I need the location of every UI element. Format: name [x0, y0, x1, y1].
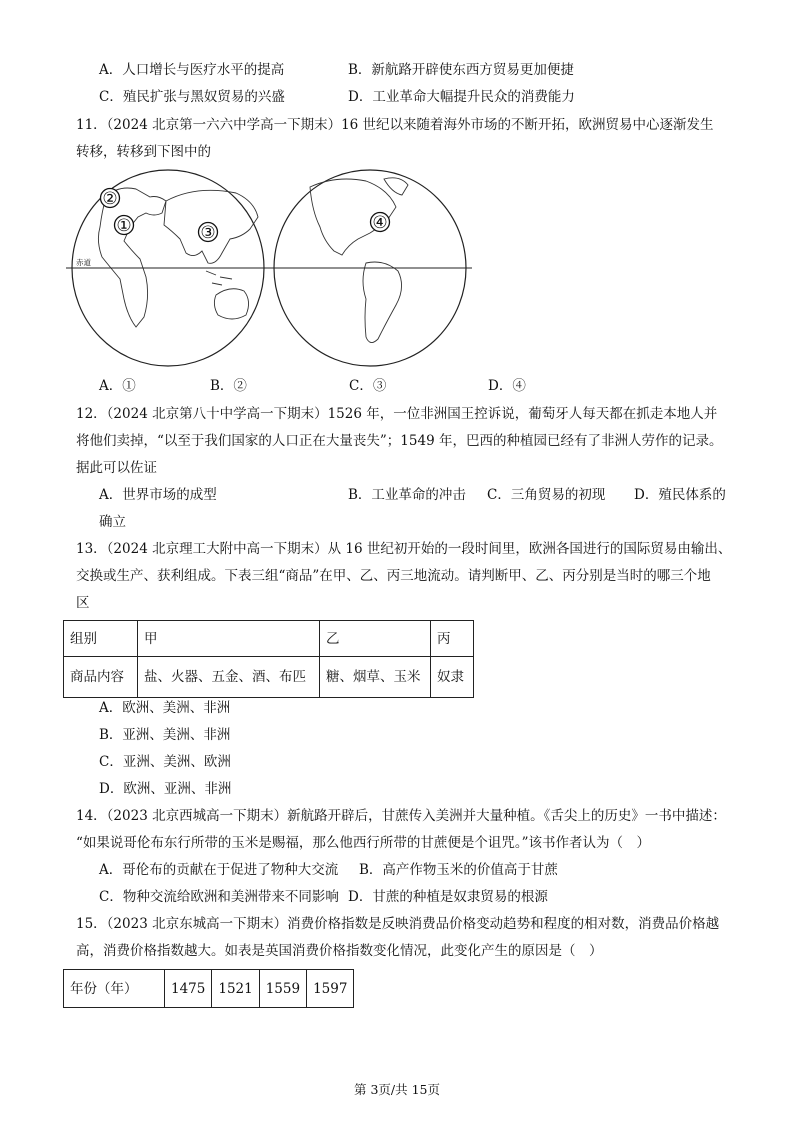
q13-stem-line1: 13．（2024 北京理工大附中高一下期末）从 16 世纪初开始的一段时间里，欧洲各国进行的国际贸易由输出、 — [76, 541, 732, 557]
prev-option-c[interactable]: C．殖民扩张与黑奴贸易的兴盛 — [99, 89, 285, 105]
map-marker-1[interactable]: ① — [116, 216, 132, 236]
prev-option-b[interactable]: B．新航路开辟使东西方贸易更加便捷 — [348, 62, 574, 78]
map-marker-2[interactable]: ② — [102, 189, 118, 209]
table-row — [64, 621, 474, 657]
table-cell: 1475 — [165, 970, 212, 1008]
table-cell: 1597 — [307, 970, 354, 1008]
q13-stem-line3: 区 — [76, 595, 90, 611]
prev-option-d[interactable]: D．工业革命大幅提升民众的消费能力 — [348, 89, 575, 105]
map-marker-3[interactable]: ③ — [200, 223, 216, 243]
q12-option-d[interactable]: D．殖民体系的 — [634, 487, 726, 503]
page-footer: 第 3页/共 15页 — [353, 1082, 441, 1097]
q15-cpi-table — [63, 969, 354, 1008]
table-cell: 奴隶 — [431, 657, 474, 698]
q14-option-a[interactable]: A．哥伦布的贡献在于促进了物种大交流 — [99, 862, 339, 878]
q13-goods-table — [63, 620, 474, 698]
q13-option-b[interactable]: B．亚洲、美洲、非洲 — [99, 727, 231, 743]
q14-option-d[interactable]: D．甘蔗的种植是奴隶贸易的根源 — [348, 889, 548, 905]
q12-stem-line3: 据此可以佐证 — [76, 460, 157, 476]
q11-option-c[interactable]: C．③ — [349, 378, 387, 394]
prev-option-a[interactable]: A．人口增长与医疗水平的提高 — [99, 62, 285, 78]
q12-option-c[interactable]: C．三角贸易的初现 — [487, 487, 606, 503]
map-marker-4[interactable]: ④ — [372, 213, 388, 233]
q11-option-a[interactable]: A．① — [99, 378, 136, 394]
q12-stem-line2: 将他们卖掉，“以至于我们国家的人口正在大量丧失”；1549 年，巴西的种植园已经有了非洲人劳作的记录。 — [76, 433, 723, 449]
table-cell: 年份（年） — [64, 970, 165, 1008]
q12-option-a[interactable]: A．世界市场的成型 — [99, 487, 217, 503]
table-cell: 糖、烟草、玉米 — [320, 657, 431, 698]
table-cell: 甲 — [138, 621, 320, 657]
q13-stem-line2: 交换或生产、获利组成。下表三组“商品”在甲、乙、丙三地流动。请判断甲、乙、丙分别是当时的哪三个地 — [76, 568, 711, 584]
q12-stem-line1: 12．（2024 北京第八十中学高一下期末）1526 年，一位非洲国王控诉说，葡萄牙人每天都在抓走本地人并 — [76, 406, 718, 422]
table-cell: 1521 — [212, 970, 259, 1008]
q13-option-c[interactable]: C．亚洲、美洲、欧洲 — [99, 754, 231, 770]
q14-stem-line1: 14．（2023 北京西城高一下期末）新航路开辟后，甘蔗传入美洲并大量种植。《舌尖上的历史》一书中描述： — [76, 808, 726, 824]
q11-option-d[interactable]: D．④ — [488, 378, 526, 394]
table-row — [64, 970, 354, 1008]
table-cell: 丙 — [431, 621, 474, 657]
table-cell: 商品内容 — [64, 657, 138, 698]
q14-stem-line2: “如果说哥伦布东行所带的玉米是赐福，那么他西行所带的甘蔗便是个诅咒。”该书作者认为（ ） — [76, 835, 651, 851]
q12-option-d-continued: 确立 — [99, 514, 126, 530]
q11-stem-line2: 转移，转移到下图中的 — [76, 144, 211, 160]
q14-option-b[interactable]: B．高产作物玉米的价值高于甘蔗 — [359, 862, 558, 878]
q13-option-d[interactable]: D．欧洲、亚洲、非洲 — [99, 781, 232, 797]
q12-option-b[interactable]: B．工业革命的冲击 — [348, 487, 466, 503]
q13-option-a[interactable]: A．欧洲、美洲、非洲 — [99, 700, 231, 716]
equator-label: 赤道 — [76, 258, 91, 267]
q11-option-b[interactable]: B．② — [210, 378, 247, 394]
table-cell: 组别 — [64, 621, 138, 657]
table-row — [64, 657, 474, 698]
table-cell: 1559 — [259, 970, 306, 1008]
table-cell: 乙 — [320, 621, 431, 657]
table-cell: 盐、火器、五金、酒、布匹 — [138, 657, 320, 698]
q11-stem-line1: 11．（2024 北京第一六六中学高一下期末）16 世纪以来随着海外市场的不断开拓，欧洲贸易中心逐渐发生 — [76, 117, 714, 133]
q14-option-c[interactable]: C．物种交流给欧洲和美洲带来不同影响 — [99, 889, 339, 905]
q15-stem-line2: 高，消费价格指数越大。如表是英国消费价格指数变化情况，此变化产生的原因是（ ） — [76, 943, 603, 959]
q15-stem-line1: 15．（2023 北京东城高一下期末）消费价格指数是反映消费品价格变动趋势和程度的相对数，消费品价格越 — [76, 916, 720, 932]
world-map-figure — [66, 167, 472, 367]
